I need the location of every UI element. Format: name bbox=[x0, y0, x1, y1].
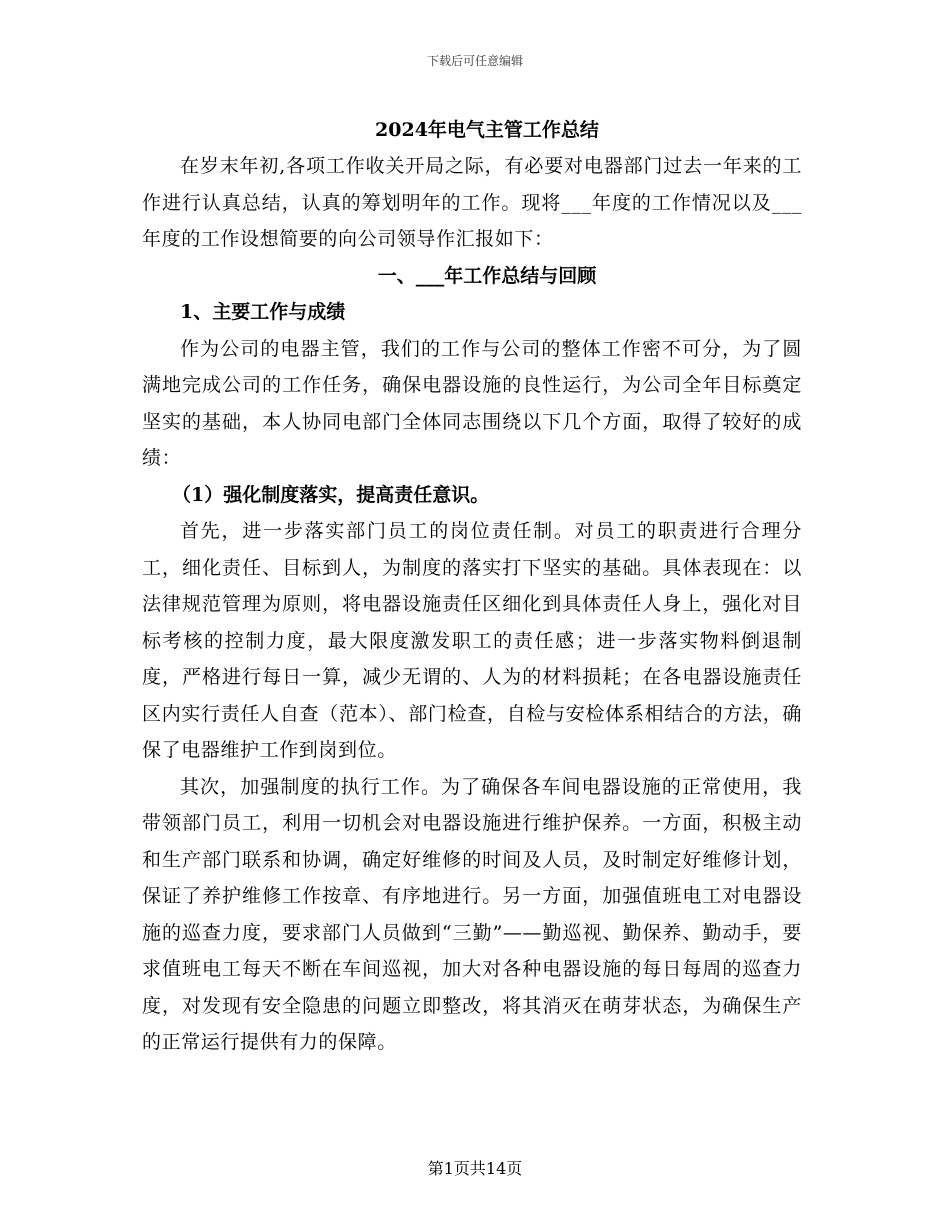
page-number: 第1页共14页 bbox=[427, 1159, 523, 1178]
document-title: 2024年电气主管工作总结 bbox=[375, 119, 599, 141]
subsection-1-paragraph: 作为公司的电器主管，我们的工作与公司的整体工作密不可分，为了圆满地完成公司的工作任务，确保电器设施的良性运行，为公司全年目标奠定坚实的基础，本人协同电部门全体同志围绕以下几个方面，取得了较好的成绩： bbox=[142, 337, 802, 469]
page-header-note: 下载后可任意编辑 bbox=[426, 54, 523, 68]
section-heading-1: 一、___年工作总结与回顾 bbox=[377, 264, 597, 287]
intro-paragraph: 在岁末年初,各项工作收关开局之际，有必要对电器部门过去一年来的工作进行认真总结，认真的筹划明年的工作。现将___年度的工作情况以及___年度的工作设想简要的向公司领导作汇报如下： bbox=[142, 155, 802, 250]
subsection-1-1-heading: （1）强化制度落实，提高责任意识。 bbox=[172, 483, 490, 506]
document-body bbox=[142, 112, 802, 1061]
paragraph-first: 首先，进一步落实部门员工的岗位责任制。对员工的职责进行合理分工，细化责任、目标到人，为制度的落实打下坚实的基础。具体表现在：以法律规范管理为原则，将电器设施责任区细化到具体责任人身上，强化对目标考核的控制力度，最大限度激发职工的责任感；进一步落实物料倒退制度，严格进行每日一算，减少无谓的、人为的材料损耗；在各电器设施责任区内实行责任人自查（范本）、部门检查，自检与安检体系相结合的方法，确保了电器维护工作到岗到位。 bbox=[142, 520, 802, 761]
subsection-heading-1: 1、主要工作与成绩 bbox=[180, 301, 346, 323]
paragraph-second: 其次，加强制度的执行工作。为了确保各车间电器设施的正常使用，我带领部门员工，利用一切机会对电器设施进行维护保养。一方面，积极主动和生产部门联系和协调，确定好维修的时间及人员，及时制定好维修计划，保证了养护维修工作按章、有序地进行。另一方面，加强值班电工对电器设施的巡查力度，要求部门人员做到“三勤”——勤巡视、勤保养、勤动手，要求值班电工每天不断在车间巡视，加大对各种电器设施的每日每周的巡查力度，对发现有安全隐患的问题立即整改，将其消灭在萌芽状态，为确保生产的正常运行提供有力的保障。 bbox=[142, 775, 802, 1053]
